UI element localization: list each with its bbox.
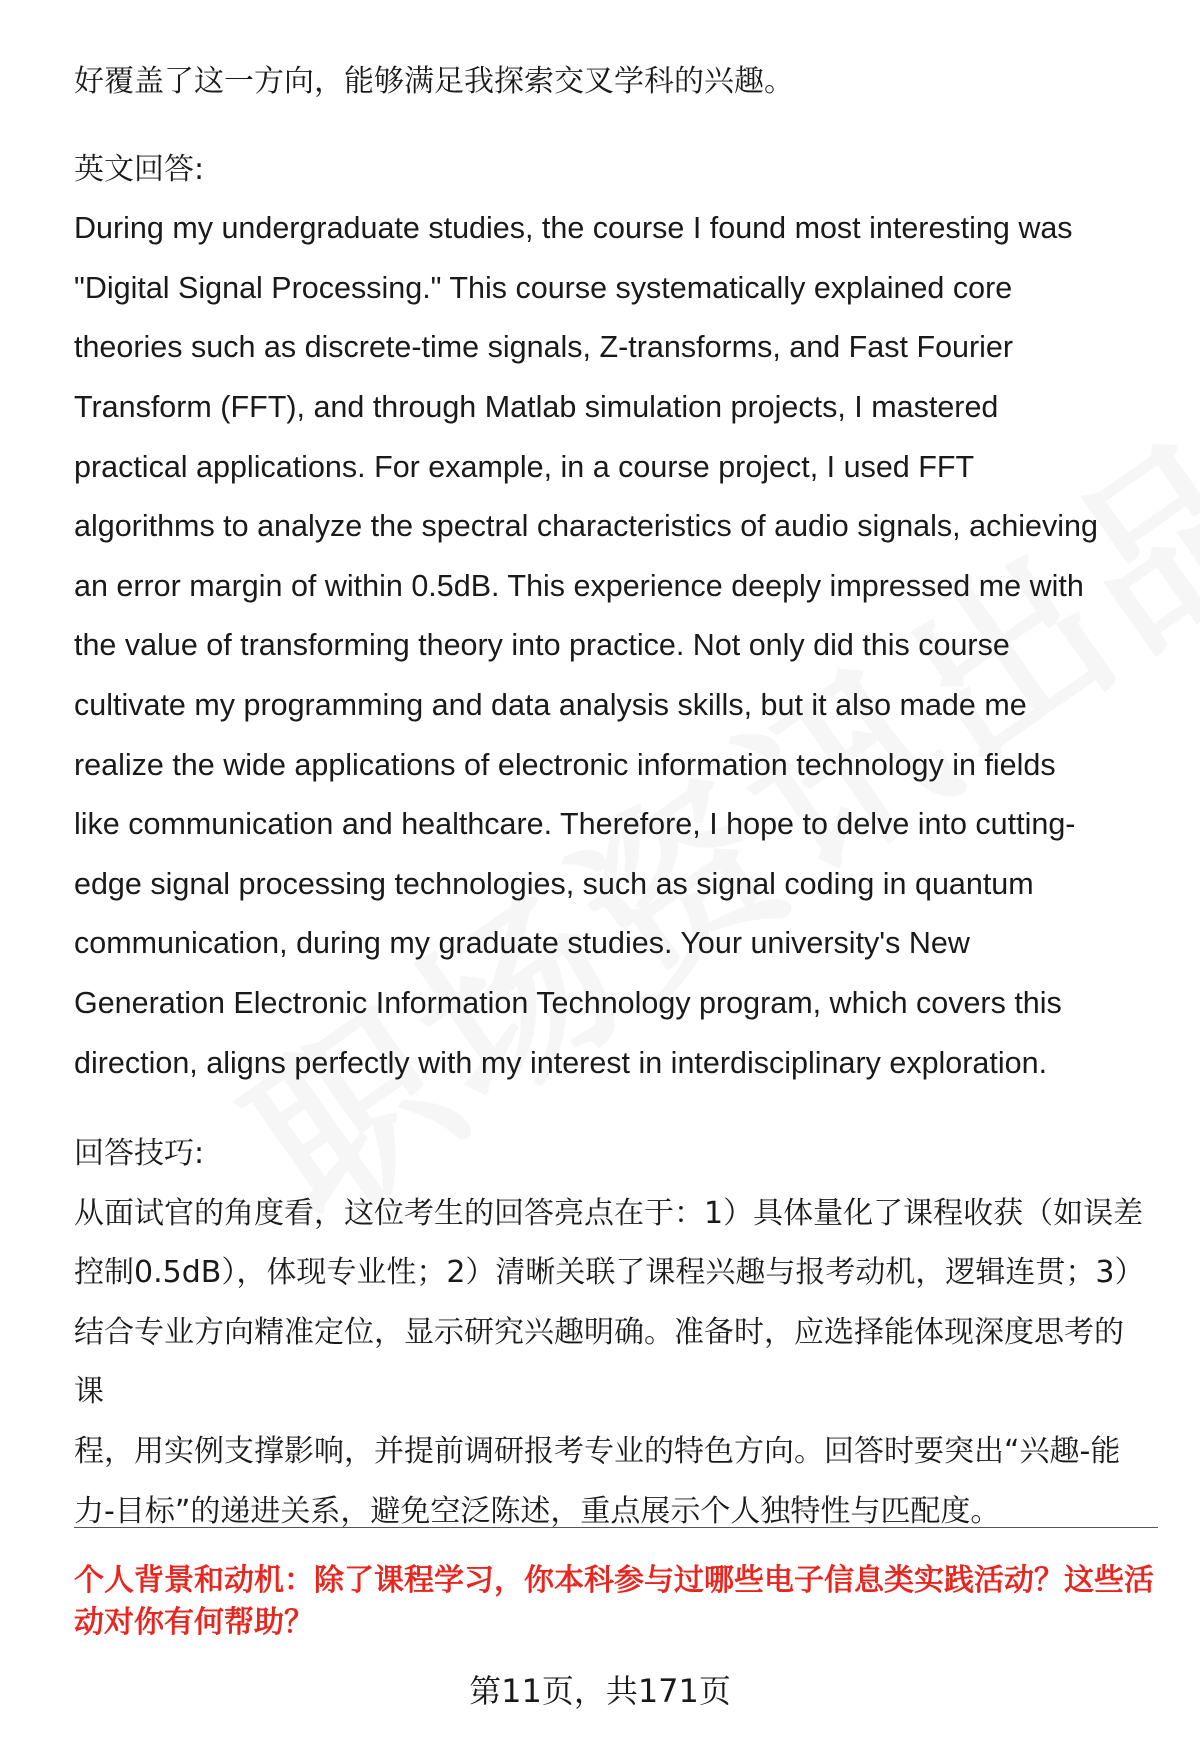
tips-line: 程，用实例支撑影响，并提前调研报考专业的特色方向。回答时要突出“兴趣-能: [74, 1434, 1121, 1470]
english-answer-line: direction, aligns perfectly with my interest in interdisciplinary exploration.: [74, 1045, 1048, 1080]
english-answer-heading: 英文回答:: [74, 151, 205, 187]
english-answer-line: Generation Electronic Information Technology program, which covers this: [74, 985, 1062, 1020]
english-answer-line: algorithms to analyze the spectral characteristics of audio signals, achieving: [74, 509, 1098, 544]
next-question: [74, 1560, 1164, 1644]
english-answer-line: "Digital Signal Processing." This course systematically explained core: [74, 270, 1013, 305]
page-content: [74, 52, 1149, 1541]
page-number: 第11页，共171页: [469, 1672, 731, 1710]
english-answer-line: realize the wide applications of electronic information technology in fields: [74, 747, 1056, 782]
tips-line: 结合专业方向精准定位，显示研究兴趣明确。准备时，应选择能体现深度思考的课: [74, 1314, 1124, 1410]
tips-heading: 回答技巧:: [74, 1136, 205, 1172]
english-answer-line: During my undergraduate studies, the course I found most interesting was: [74, 211, 1073, 246]
english-answer-line: communication, during my graduate studies. Your university's New: [74, 926, 970, 961]
english-answer-line: theories such as discrete-time signals, Z-transforms, and Fast Fourier: [74, 330, 1014, 365]
english-answer-line: cultivate my programming and data analysis skills, but it also made me: [74, 687, 1027, 722]
tips-body: [74, 1184, 1149, 1542]
english-answer-line: edge signal processing technologies, such as signal coding in quantum: [74, 866, 1034, 901]
section-divider: [74, 1527, 1158, 1528]
english-answer-line: practical applications. For example, in a course project, I used FFT: [74, 449, 975, 484]
english-answer-body: [74, 199, 1149, 1093]
english-answer-line: the value of transforming theory into practice. Not only did this course: [74, 628, 1010, 663]
tips-line: 从面试官的角度看，这位考生的回答亮点在于：1）具体量化了课程收获（如误差: [74, 1195, 1144, 1231]
english-answer-line: an error margin of within 0.5dB. This experience deeply impressed me with: [74, 568, 1084, 603]
lead-line: 好覆盖了这一方向，能够满足我探索交叉学科的兴趣。: [74, 64, 794, 99]
english-answer-line: Transform (FFT), and through Matlab simulation projects, I mastered: [74, 389, 999, 424]
next-question-line: 个人背景和动机：除了课程学习，你本科参与过哪些电子信息类实践活动？这些活: [74, 1563, 1154, 1598]
tips-line: 力-目标”的递进关系，避免空泛陈述，重点展示个人独特性与匹配度。: [74, 1493, 1001, 1529]
tips-line: 控制0.5dB），体现专业性；2）清晰关联了课程兴趣与报考动机，逻辑连贯；3）: [74, 1255, 1145, 1291]
next-question-line: 动对你有何帮助？: [74, 1605, 314, 1640]
english-answer-line: like communication and healthcare. Therefore, I hope to delve into cutting-: [74, 807, 1076, 842]
